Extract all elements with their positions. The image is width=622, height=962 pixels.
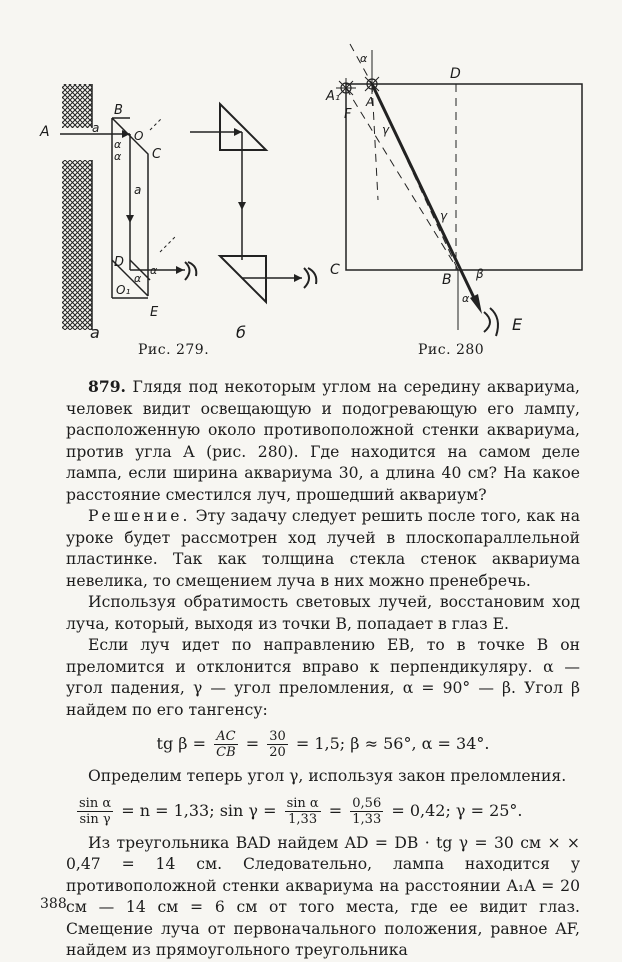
label-a-incoming: a (92, 121, 100, 135)
label-D: D (450, 66, 461, 82)
label-B: B (442, 272, 452, 288)
equation-snell: $\frac{\text{sin α}}{\text{sin γ}}$ = n = 1,33; sin γ = $\frac{\text{sin α}}{1,33}$ = $\frac{0,56}{1,33}$ = 0,42; γ = 25°. (79, 795, 523, 827)
label-a-ray: a (134, 183, 142, 197)
figure-279 (30, 70, 340, 360)
solution-p3: Если луч идет по направлению EB, то в точке B он преломится и отклонится вправо к перпендикуляру. α — угол падения, γ — угол преломления, α = 90° — β. Угол β найдем по его тангенсу: (66, 636, 580, 719)
label-C: C (330, 262, 340, 278)
eye-icon-b (304, 268, 316, 288)
solution-p1: Эту задачу следует решить после того, как на уроке будет рассмотрен ход лучей в плоскопараллельной пластинке. Так как толщина стекла стенок аквариума невелика, то смещением луча в них можно пренебречь. (66, 507, 580, 590)
label-alpha1: α (114, 138, 122, 151)
eye-icon-E (484, 308, 498, 336)
figure-280 (320, 40, 610, 340)
label-alpha2: α (114, 150, 122, 163)
problem-number: 879. (88, 377, 126, 396)
label-E: E (150, 305, 159, 320)
solution-p2: Используя обратимость световых лучей, восстановим ход луча, который, выходя из точки B, попадает в глаз E. (66, 593, 580, 633)
lamp-icon-A (362, 74, 382, 94)
label-alpha3: α (134, 272, 142, 285)
label-alpha-bottom: α (462, 292, 470, 305)
hatched-wall-bottom (62, 160, 92, 330)
label-F: F (344, 107, 352, 122)
eye-icon (185, 262, 196, 280)
problem-text-block (66, 376, 580, 962)
label-alpha-top: α (360, 52, 368, 65)
label-alpha4: α (150, 264, 158, 277)
label-O1: O₁ (116, 283, 131, 297)
prism-top (220, 104, 266, 150)
solution-p4: Определим теперь угол γ, используя закон преломления. (88, 767, 567, 785)
label-A1: A₁ (326, 89, 341, 104)
sublabel-b: б (236, 323, 246, 342)
hatched-wall-top (62, 84, 92, 128)
label-gamma2: γ (440, 209, 448, 223)
caption-fig280: Рис. 280 (418, 342, 485, 358)
solution-heading: Решение. (88, 507, 191, 525)
solution-p5: Из треугольника BAD найдем AD = DB · tg γ = 30 см × × 0,47 = 14 см. Следовательно, лампа находится у противоположной стенки аквариума на расстоянии A₁A = 20 см — 14 см = 6 см от того места, где ее видит глаз. Смещение луча от первоначального положения, равное AF, найдем из прямоугольного треугольника (66, 833, 580, 959)
label-A: A (40, 124, 50, 140)
label-B: B (114, 103, 123, 118)
equation-tan-beta: tg β = $\frac{AC}{CB}$ = $\frac{30}{20}$ = 1,5; β ≈ 56°, α = 34°. (156, 729, 490, 760)
prism-bottom (220, 256, 266, 302)
label-O: O (134, 129, 144, 143)
sublabel-a: a (90, 323, 100, 342)
caption-fig279: Рис. 279. (138, 342, 210, 358)
page-number: 388 (40, 896, 67, 912)
aquarium-rect (346, 84, 582, 270)
label-gamma1: γ (382, 123, 390, 137)
problem-statement: Глядя под некоторым углом на середину аквариума, человек видит освещающую и подогревающую его лампу, расположенную около противоположной стенки аквариума, против угла A (рис. 280). Где находится на самом деле лампа, если ширина аквариума 30, а длина 40 см? На какое расстояние сместился луч, прошедший аквариум? (66, 378, 580, 504)
label-A: A (366, 95, 375, 109)
label-D: D (114, 255, 125, 270)
label-C: C (152, 147, 162, 162)
label-beta: β (476, 267, 484, 281)
label-E: E (512, 315, 523, 334)
